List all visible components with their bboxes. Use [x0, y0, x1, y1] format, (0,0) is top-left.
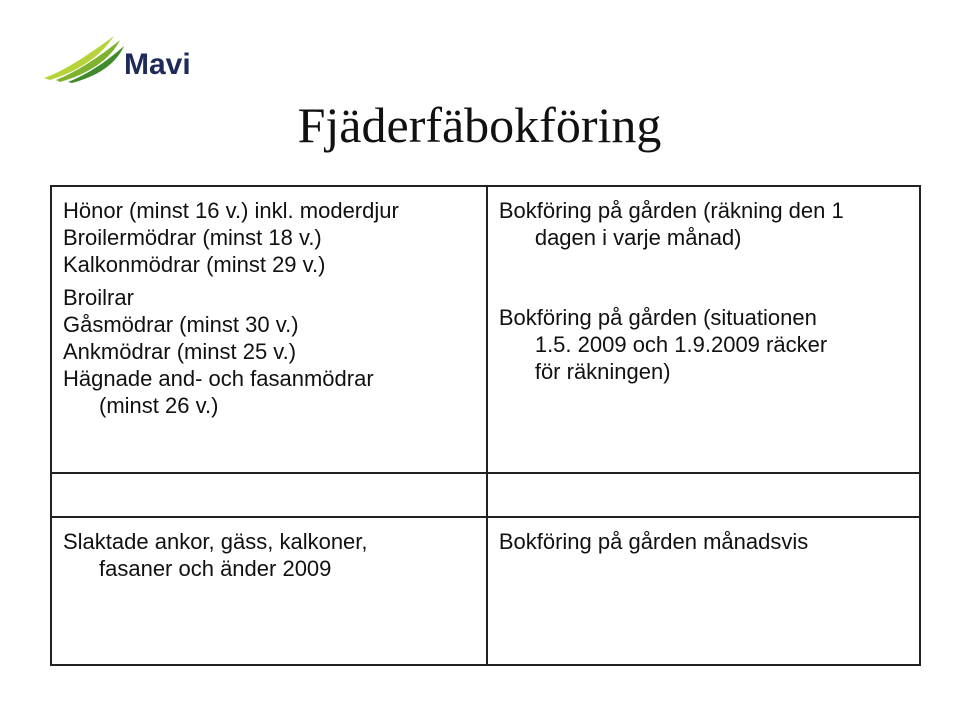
table-cell — [51, 517, 487, 665]
bookkeeping-table — [50, 185, 921, 666]
leaf-logo-icon — [42, 34, 126, 84]
list-item: Hönor (minst 16 v.) inkl. moderdjur — [63, 198, 399, 223]
list-item: Bokföring på gården (situationen — [498, 305, 817, 330]
table-cell — [487, 186, 920, 473]
list-item: (minst 26 v.) — [99, 393, 219, 418]
table-row — [51, 186, 920, 473]
list-item: Broilrar — [63, 285, 134, 310]
page-title: Fjäderfäbokföring — [297, 97, 662, 153]
list-item: 1.5. 2009 och 1.9.2009 räcker — [534, 332, 828, 357]
table-cell — [487, 517, 920, 665]
mavi-logo — [42, 34, 192, 84]
list-item: Broilermödrar (minst 18 v.) — [63, 225, 322, 250]
list-item: Kalkonmödrar (minst 29 v.) — [63, 252, 326, 277]
list-item: dagen i varje månad) — [534, 225, 742, 250]
list-item: Gåsmödrar (minst 30 v.) — [63, 312, 299, 337]
table-row — [51, 517, 920, 665]
list-item: Bokföring på gården (räkning den 1 — [498, 198, 844, 223]
table-row — [51, 473, 920, 517]
table-cell — [487, 473, 920, 517]
table-cell — [51, 186, 487, 473]
list-item: Hägnade and- och fasanmödrar — [63, 366, 374, 391]
list-item: Ankmödrar (minst 25 v.) — [63, 339, 297, 364]
list-item: Bokföring på gården månadsvis — [498, 529, 809, 554]
table-cell — [51, 473, 487, 517]
logo-brand-text: Mavi — [124, 48, 191, 81]
list-item: för räkningen) — [534, 359, 671, 384]
list-item: Slaktade ankor, gäss, kalkoner, — [63, 529, 368, 554]
list-item: fasaner och änder 2009 — [99, 556, 332, 581]
